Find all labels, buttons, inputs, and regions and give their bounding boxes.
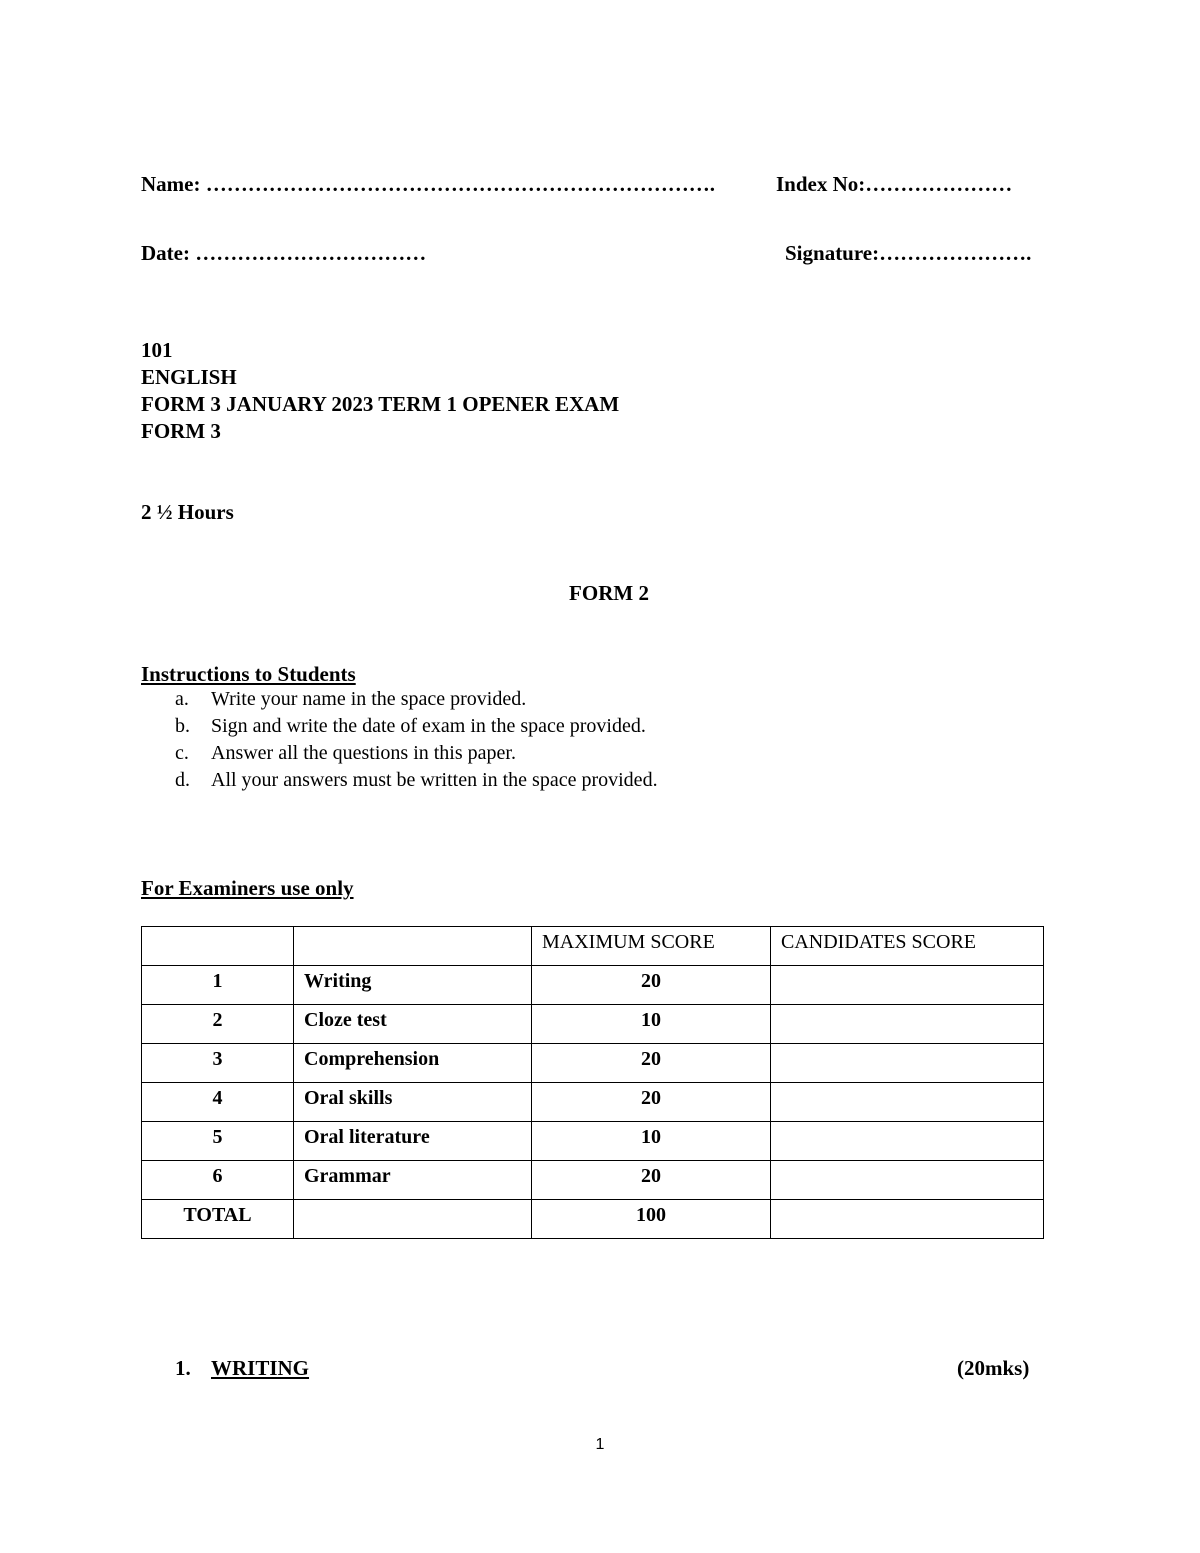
examiners-heading: For Examiners use only bbox=[141, 876, 354, 900]
instruction-item bbox=[175, 740, 658, 767]
row-candidate-score bbox=[771, 1083, 1044, 1122]
row-max-score: 20 bbox=[532, 1083, 771, 1122]
row-candidate-score bbox=[771, 1122, 1044, 1161]
row-candidate-score bbox=[771, 966, 1044, 1005]
instructions-list bbox=[175, 686, 658, 794]
row-section: Grammar bbox=[294, 1161, 532, 1200]
signature-field: Signature:…………………. bbox=[785, 241, 1032, 265]
question-title: WRITING bbox=[211, 1356, 310, 1380]
row-max-score: 20 bbox=[532, 966, 771, 1005]
score-table bbox=[141, 926, 1044, 1239]
table-header-row bbox=[142, 927, 1044, 966]
header-max-score: MAXIMUM SCORE bbox=[532, 927, 771, 966]
table-row bbox=[142, 1044, 1044, 1083]
exam-duration: 2 ½ Hours bbox=[141, 500, 234, 524]
instruction-marker: a. bbox=[175, 688, 189, 710]
exam-title: FORM 3 JANUARY 2023 TERM 1 OPENER EXAM bbox=[141, 392, 620, 416]
header-candidates-score: CANDIDATES SCORE bbox=[771, 927, 1044, 966]
total-max-score: 100 bbox=[532, 1200, 771, 1239]
instruction-marker: b. bbox=[175, 715, 190, 737]
total-label: TOTAL bbox=[142, 1200, 294, 1239]
row-number: 5 bbox=[142, 1122, 294, 1161]
row-max-score: 10 bbox=[532, 1005, 771, 1044]
instruction-text: Write your name in the space provided. bbox=[211, 688, 527, 710]
exam-code: 101 bbox=[141, 338, 173, 362]
page-number: 1 bbox=[595, 1436, 605, 1453]
instruction-marker: c. bbox=[175, 742, 189, 764]
row-number: 2 bbox=[142, 1005, 294, 1044]
row-candidate-score bbox=[771, 1161, 1044, 1200]
instruction-text: All your answers must be written in the space provided. bbox=[211, 769, 658, 791]
exam-form: FORM 3 bbox=[141, 419, 221, 443]
row-section: Oral literature bbox=[294, 1122, 532, 1161]
name-field: Name: ………………………………………………………………. bbox=[141, 172, 715, 196]
table-row bbox=[142, 1005, 1044, 1044]
header-cell bbox=[142, 927, 294, 966]
row-number: 3 bbox=[142, 1044, 294, 1083]
table-row bbox=[142, 1083, 1044, 1122]
row-section: Cloze test bbox=[294, 1005, 532, 1044]
date-field: Date: …………………………… bbox=[141, 241, 427, 265]
form-center-heading: FORM 2 bbox=[569, 581, 649, 605]
instruction-text: Sign and write the date of exam in the space provided. bbox=[211, 715, 646, 737]
exam-subject: ENGLISH bbox=[141, 365, 237, 389]
question-number: 1. bbox=[175, 1356, 191, 1380]
table-row bbox=[142, 1122, 1044, 1161]
instruction-text: Answer all the questions in this paper. bbox=[211, 742, 516, 764]
instruction-item bbox=[175, 767, 658, 794]
row-candidate-score bbox=[771, 1005, 1044, 1044]
index-number-field: Index No:………………… bbox=[776, 172, 1013, 196]
row-number: 4 bbox=[142, 1083, 294, 1122]
instruction-item bbox=[175, 686, 658, 713]
question-marks: (20mks) bbox=[957, 1356, 1030, 1380]
header-cell bbox=[294, 927, 532, 966]
instruction-item bbox=[175, 713, 658, 740]
table-row bbox=[142, 1161, 1044, 1200]
row-candidate-score bbox=[771, 1044, 1044, 1083]
instruction-marker: d. bbox=[175, 769, 190, 791]
total-candidate-score bbox=[771, 1200, 1044, 1239]
total-section bbox=[294, 1200, 532, 1239]
table-total-row bbox=[142, 1200, 1044, 1239]
row-section: Oral skills bbox=[294, 1083, 532, 1122]
row-max-score: 20 bbox=[532, 1161, 771, 1200]
row-number: 6 bbox=[142, 1161, 294, 1200]
row-section: Writing bbox=[294, 966, 532, 1005]
row-max-score: 20 bbox=[532, 1044, 771, 1083]
table-row bbox=[142, 966, 1044, 1005]
row-max-score: 10 bbox=[532, 1122, 771, 1161]
instructions-heading: Instructions to Students bbox=[141, 662, 356, 686]
row-section: Comprehension bbox=[294, 1044, 532, 1083]
row-number: 1 bbox=[142, 966, 294, 1005]
